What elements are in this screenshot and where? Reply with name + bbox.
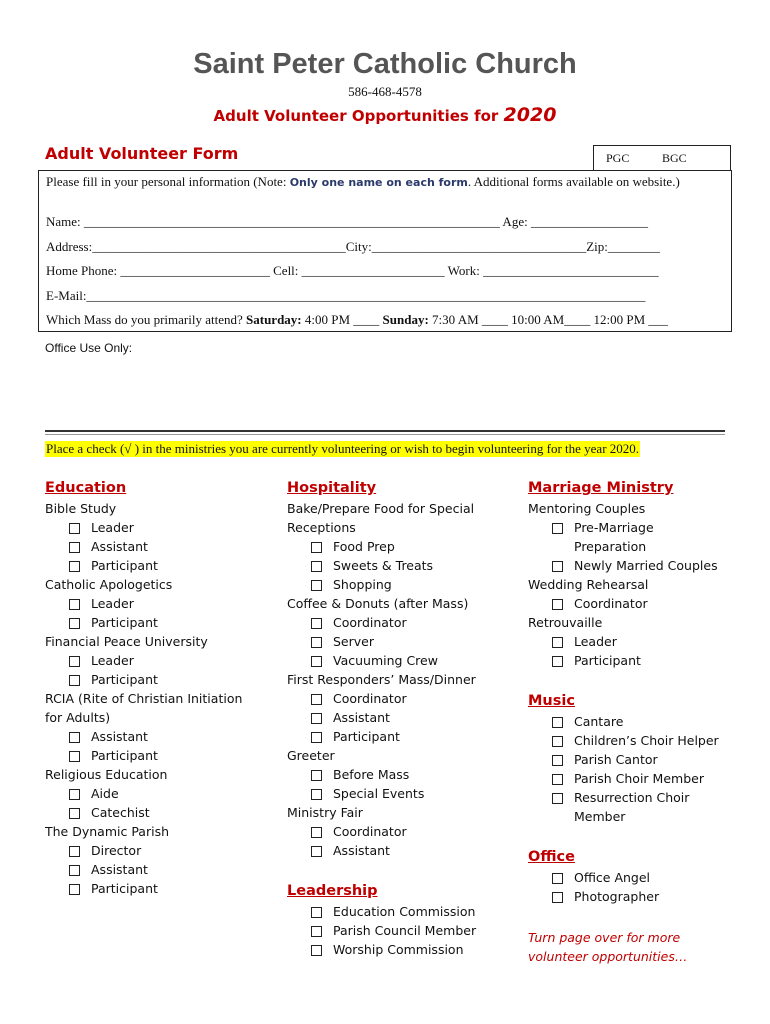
checkbox-icon[interactable]: [311, 561, 322, 572]
option-checkbox[interactable]: [287, 841, 522, 860]
checkbox-icon[interactable]: [552, 561, 563, 572]
instruction-text: Place a check (√ ) in the ministries you are currently volunteering or wish to begin volunteering for the year 2020.: [46, 441, 640, 456]
option-label: Resurrection Choir Member: [574, 790, 690, 824]
office-heading: Office: [528, 849, 575, 865]
option-checkbox[interactable]: [287, 632, 522, 651]
option-checkbox[interactable]: [287, 940, 522, 959]
option-label: Before Mass: [333, 767, 410, 782]
option-label: Sweets & Treats: [333, 558, 434, 573]
option-checkbox[interactable]: [45, 613, 275, 632]
option-checkbox[interactable]: [45, 594, 275, 613]
group-name: Catholic Apologetics: [45, 577, 173, 592]
option-checkbox[interactable]: [287, 822, 522, 841]
checkbox-icon[interactable]: [69, 789, 80, 800]
checkbox-icon[interactable]: [311, 907, 322, 918]
option-label: Special Events: [333, 786, 425, 801]
option-label: Pre-Marriage Preparation: [574, 520, 654, 554]
divider-line: [45, 430, 725, 432]
option-checkbox[interactable]: [287, 727, 522, 746]
option-checkbox[interactable]: [528, 518, 684, 556]
option-label: Cantare: [574, 714, 624, 729]
option-checkbox[interactable]: [45, 556, 275, 575]
option-checkbox[interactable]: [528, 556, 743, 575]
group-name: Religious Education: [45, 767, 168, 782]
checkbox-icon[interactable]: [311, 713, 322, 724]
checkbox-icon[interactable]: [552, 637, 563, 648]
intro-line: [46, 174, 680, 190]
checkbox-icon[interactable]: [69, 732, 80, 743]
checkbox-icon[interactable]: [552, 892, 563, 903]
mass-attended-field[interactable]: [46, 312, 668, 328]
checkbox-icon[interactable]: [311, 618, 322, 629]
email-field[interactable]: E-Mail:______________________________________________________________________________________: [46, 288, 646, 303]
option-label: Food Prep: [333, 539, 395, 554]
checkbox-icon[interactable]: [552, 736, 563, 747]
option-checkbox[interactable]: [528, 769, 743, 788]
checkbox-icon[interactable]: [552, 599, 563, 610]
option-checkbox[interactable]: [45, 537, 275, 556]
option-label: Participant: [91, 558, 158, 573]
education-heading: Education: [45, 480, 127, 496]
option-checkbox[interactable]: [287, 575, 522, 594]
name-age-field[interactable]: Name: ________________________________________________________________ Age: __________________: [46, 214, 648, 229]
option-label: Vacuuming Crew: [333, 653, 438, 668]
option-checkbox[interactable]: [45, 841, 275, 860]
mass-sunday-label: Sunday:: [382, 312, 429, 327]
checkbox-icon[interactable]: [69, 561, 80, 572]
option-label: Leader: [91, 596, 134, 611]
option-checkbox[interactable]: [45, 879, 275, 898]
option-checkbox[interactable]: [287, 613, 522, 632]
hospitality-column: [287, 477, 522, 959]
option-label: Leader: [91, 653, 134, 668]
option-label: Leader: [91, 520, 134, 535]
option-label: Participant: [574, 653, 641, 668]
option-checkbox[interactable]: [287, 651, 522, 670]
phones-field[interactable]: Home Phone: _______________________ Cell: ______________________ Work: ___________________________: [46, 263, 659, 278]
checkbox-icon[interactable]: [69, 808, 80, 819]
office-code-box: [593, 145, 731, 171]
personal-info-box: [38, 170, 732, 332]
checkbox-icon[interactable]: [552, 755, 563, 766]
option-label: Coordinator: [333, 691, 407, 706]
checkbox-icon[interactable]: [311, 542, 322, 553]
music-heading: Music: [528, 693, 575, 709]
checkbox-icon[interactable]: [552, 873, 563, 884]
option-label: Coordinator: [333, 615, 407, 630]
option-label: Parish Cantor: [574, 752, 658, 767]
option-label: Aide: [91, 786, 119, 801]
group-name: Mentoring Couples: [528, 501, 646, 516]
checkbox-icon[interactable]: [69, 523, 80, 534]
option-checkbox[interactable]: [45, 670, 275, 689]
option-label: Children’s Choir Helper: [574, 733, 719, 748]
checkbox-icon[interactable]: [311, 789, 322, 800]
option-label: Participant: [91, 748, 158, 763]
option-checkbox[interactable]: [45, 803, 275, 822]
option-label: Coordinator: [574, 596, 648, 611]
option-checkbox[interactable]: [287, 537, 522, 556]
leadership-heading: Leadership: [287, 883, 378, 899]
checkbox-icon[interactable]: [69, 618, 80, 629]
option-label: Parish Council Member: [333, 923, 477, 938]
group-name: First Responders’ Mass/Dinner: [287, 672, 476, 687]
option-label: Assistant: [333, 843, 390, 858]
checkbox-icon[interactable]: [69, 675, 80, 686]
option-label: Parish Choir Member: [574, 771, 704, 786]
intro-pre: Please fill in your personal information (Note:: [46, 174, 290, 189]
office-code-pgc: PGC: [606, 151, 630, 165]
option-label: Assistant: [91, 729, 148, 744]
checkbox-icon[interactable]: [69, 846, 80, 857]
checkbox-icon[interactable]: [69, 656, 80, 667]
option-checkbox[interactable]: [287, 765, 522, 784]
checkbox-icon[interactable]: [552, 717, 563, 728]
option-checkbox[interactable]: [528, 788, 704, 826]
option-checkbox[interactable]: [528, 632, 743, 651]
option-label: Participant: [91, 672, 158, 687]
option-label: Assistant: [91, 539, 148, 554]
intro-post: . Additional forms available on website.): [467, 174, 680, 189]
office-use-label: Office Use Only:: [45, 341, 133, 355]
option-checkbox[interactable]: [45, 860, 275, 879]
option-label: Catechist: [91, 805, 150, 820]
checkbox-icon[interactable]: [552, 793, 563, 804]
office-code-bgc: BGC: [662, 151, 687, 165]
group-name: Coffee & Donuts (after Mass): [287, 596, 469, 611]
option-label: Participant: [333, 729, 400, 744]
divider-line-thin: [45, 434, 725, 435]
option-label: Shopping: [333, 577, 392, 592]
checkbox-icon[interactable]: [311, 926, 322, 937]
form-title: Adult Volunteer Form: [45, 144, 239, 163]
group-name: Wedding Rehearsal: [528, 577, 649, 592]
option-checkbox[interactable]: [45, 784, 275, 803]
mass-saturday-label: Saturday:: [246, 312, 302, 327]
subtitle-text: Adult Volunteer Opportunities for: [213, 107, 499, 125]
option-checkbox[interactable]: [287, 556, 522, 575]
option-label: Director: [91, 843, 142, 858]
church-name: Saint Peter Catholic Church: [193, 48, 577, 80]
option-checkbox[interactable]: [45, 518, 275, 537]
checkbox-icon[interactable]: [311, 770, 322, 781]
group-name: The Dynamic Parish: [45, 824, 170, 839]
checkbox-icon[interactable]: [69, 884, 80, 895]
option-label: Worship Commission: [333, 942, 464, 957]
option-label: Leader: [574, 634, 617, 649]
checkbox-icon[interactable]: [311, 637, 322, 648]
checkbox-icon[interactable]: [69, 751, 80, 762]
intro-note: Only one name on each form: [289, 176, 468, 189]
option-label: Assistant: [333, 710, 390, 725]
group-name: RCIA (Rite of Christian Initiation: [45, 691, 243, 706]
option-label: Assistant: [91, 862, 148, 877]
address-field[interactable]: Address:_______________________________________City:_________________________________Zip:________: [46, 239, 660, 254]
option-checkbox[interactable]: [45, 727, 275, 746]
option-label: Coordinator: [333, 824, 407, 839]
checkbox-icon[interactable]: [311, 827, 322, 838]
group-name: Bible Study: [45, 501, 117, 516]
option-label: Server: [333, 634, 374, 649]
group-name-cont: Receptions: [287, 520, 356, 535]
checkbox-icon[interactable]: [311, 846, 322, 857]
group-name-cont: for Adults): [45, 710, 111, 725]
option-label: Photographer: [574, 889, 660, 904]
group-name: Retrouvaille: [528, 615, 603, 630]
option-label: Participant: [91, 615, 158, 630]
group-name: Greeter: [287, 748, 335, 763]
option-checkbox[interactable]: [528, 712, 743, 731]
option-label: Education Commission: [333, 904, 476, 919]
mass-question: Which Mass do you primarily attend?: [46, 312, 247, 327]
mass-saturday-time: 4:00 PM ____: [301, 312, 383, 327]
education-column: [45, 477, 275, 898]
church-phone: 586-468-4578: [348, 84, 422, 99]
option-checkbox[interactable]: [528, 651, 743, 670]
checkbox-icon[interactable]: [552, 774, 563, 785]
option-checkbox[interactable]: [287, 708, 522, 727]
option-checkbox[interactable]: [45, 746, 275, 765]
option-checkbox[interactable]: [287, 902, 522, 921]
option-checkbox[interactable]: [528, 750, 743, 769]
option-checkbox[interactable]: [287, 921, 522, 940]
option-checkbox[interactable]: [287, 784, 522, 803]
group-name: Financial Peace University: [45, 634, 208, 649]
subtitle-year: 2020: [503, 104, 557, 126]
group-name: Ministry Fair: [287, 805, 363, 820]
checkbox-icon[interactable]: [69, 599, 80, 610]
checkbox-icon[interactable]: [69, 542, 80, 553]
marriage-heading: Marriage Ministry: [528, 480, 674, 496]
mass-sunday-times: 7:30 AM ____ 10:00 AM____ 12:00 PM ___: [428, 312, 668, 327]
option-checkbox[interactable]: [287, 689, 522, 708]
group-name: Bake/Prepare Food for Special: [287, 501, 475, 516]
checkbox-icon[interactable]: [69, 865, 80, 876]
option-label: Newly Married Couples: [574, 558, 718, 573]
option-label: Office Angel: [574, 870, 651, 885]
option-checkbox[interactable]: [528, 868, 743, 887]
option-checkbox[interactable]: [45, 651, 275, 670]
page-subtitle: [0, 104, 770, 126]
checkbox-icon[interactable]: [552, 523, 563, 534]
checkbox-icon[interactable]: [311, 656, 322, 667]
checkbox-icon[interactable]: [311, 732, 322, 743]
checkbox-icon[interactable]: [311, 945, 322, 956]
checkbox-icon[interactable]: [311, 694, 322, 705]
option-label: Participant: [91, 881, 158, 896]
option-checkbox[interactable]: [528, 887, 743, 906]
hospitality-heading: Hospitality: [287, 480, 377, 496]
marriage-column: [528, 477, 743, 966]
checkbox-icon[interactable]: [311, 580, 322, 591]
option-checkbox[interactable]: [528, 731, 743, 750]
turn-page-note: Turn page over for more volunteer opportunities…: [528, 930, 688, 964]
option-checkbox[interactable]: [528, 594, 743, 613]
checkbox-icon[interactable]: [552, 656, 563, 667]
